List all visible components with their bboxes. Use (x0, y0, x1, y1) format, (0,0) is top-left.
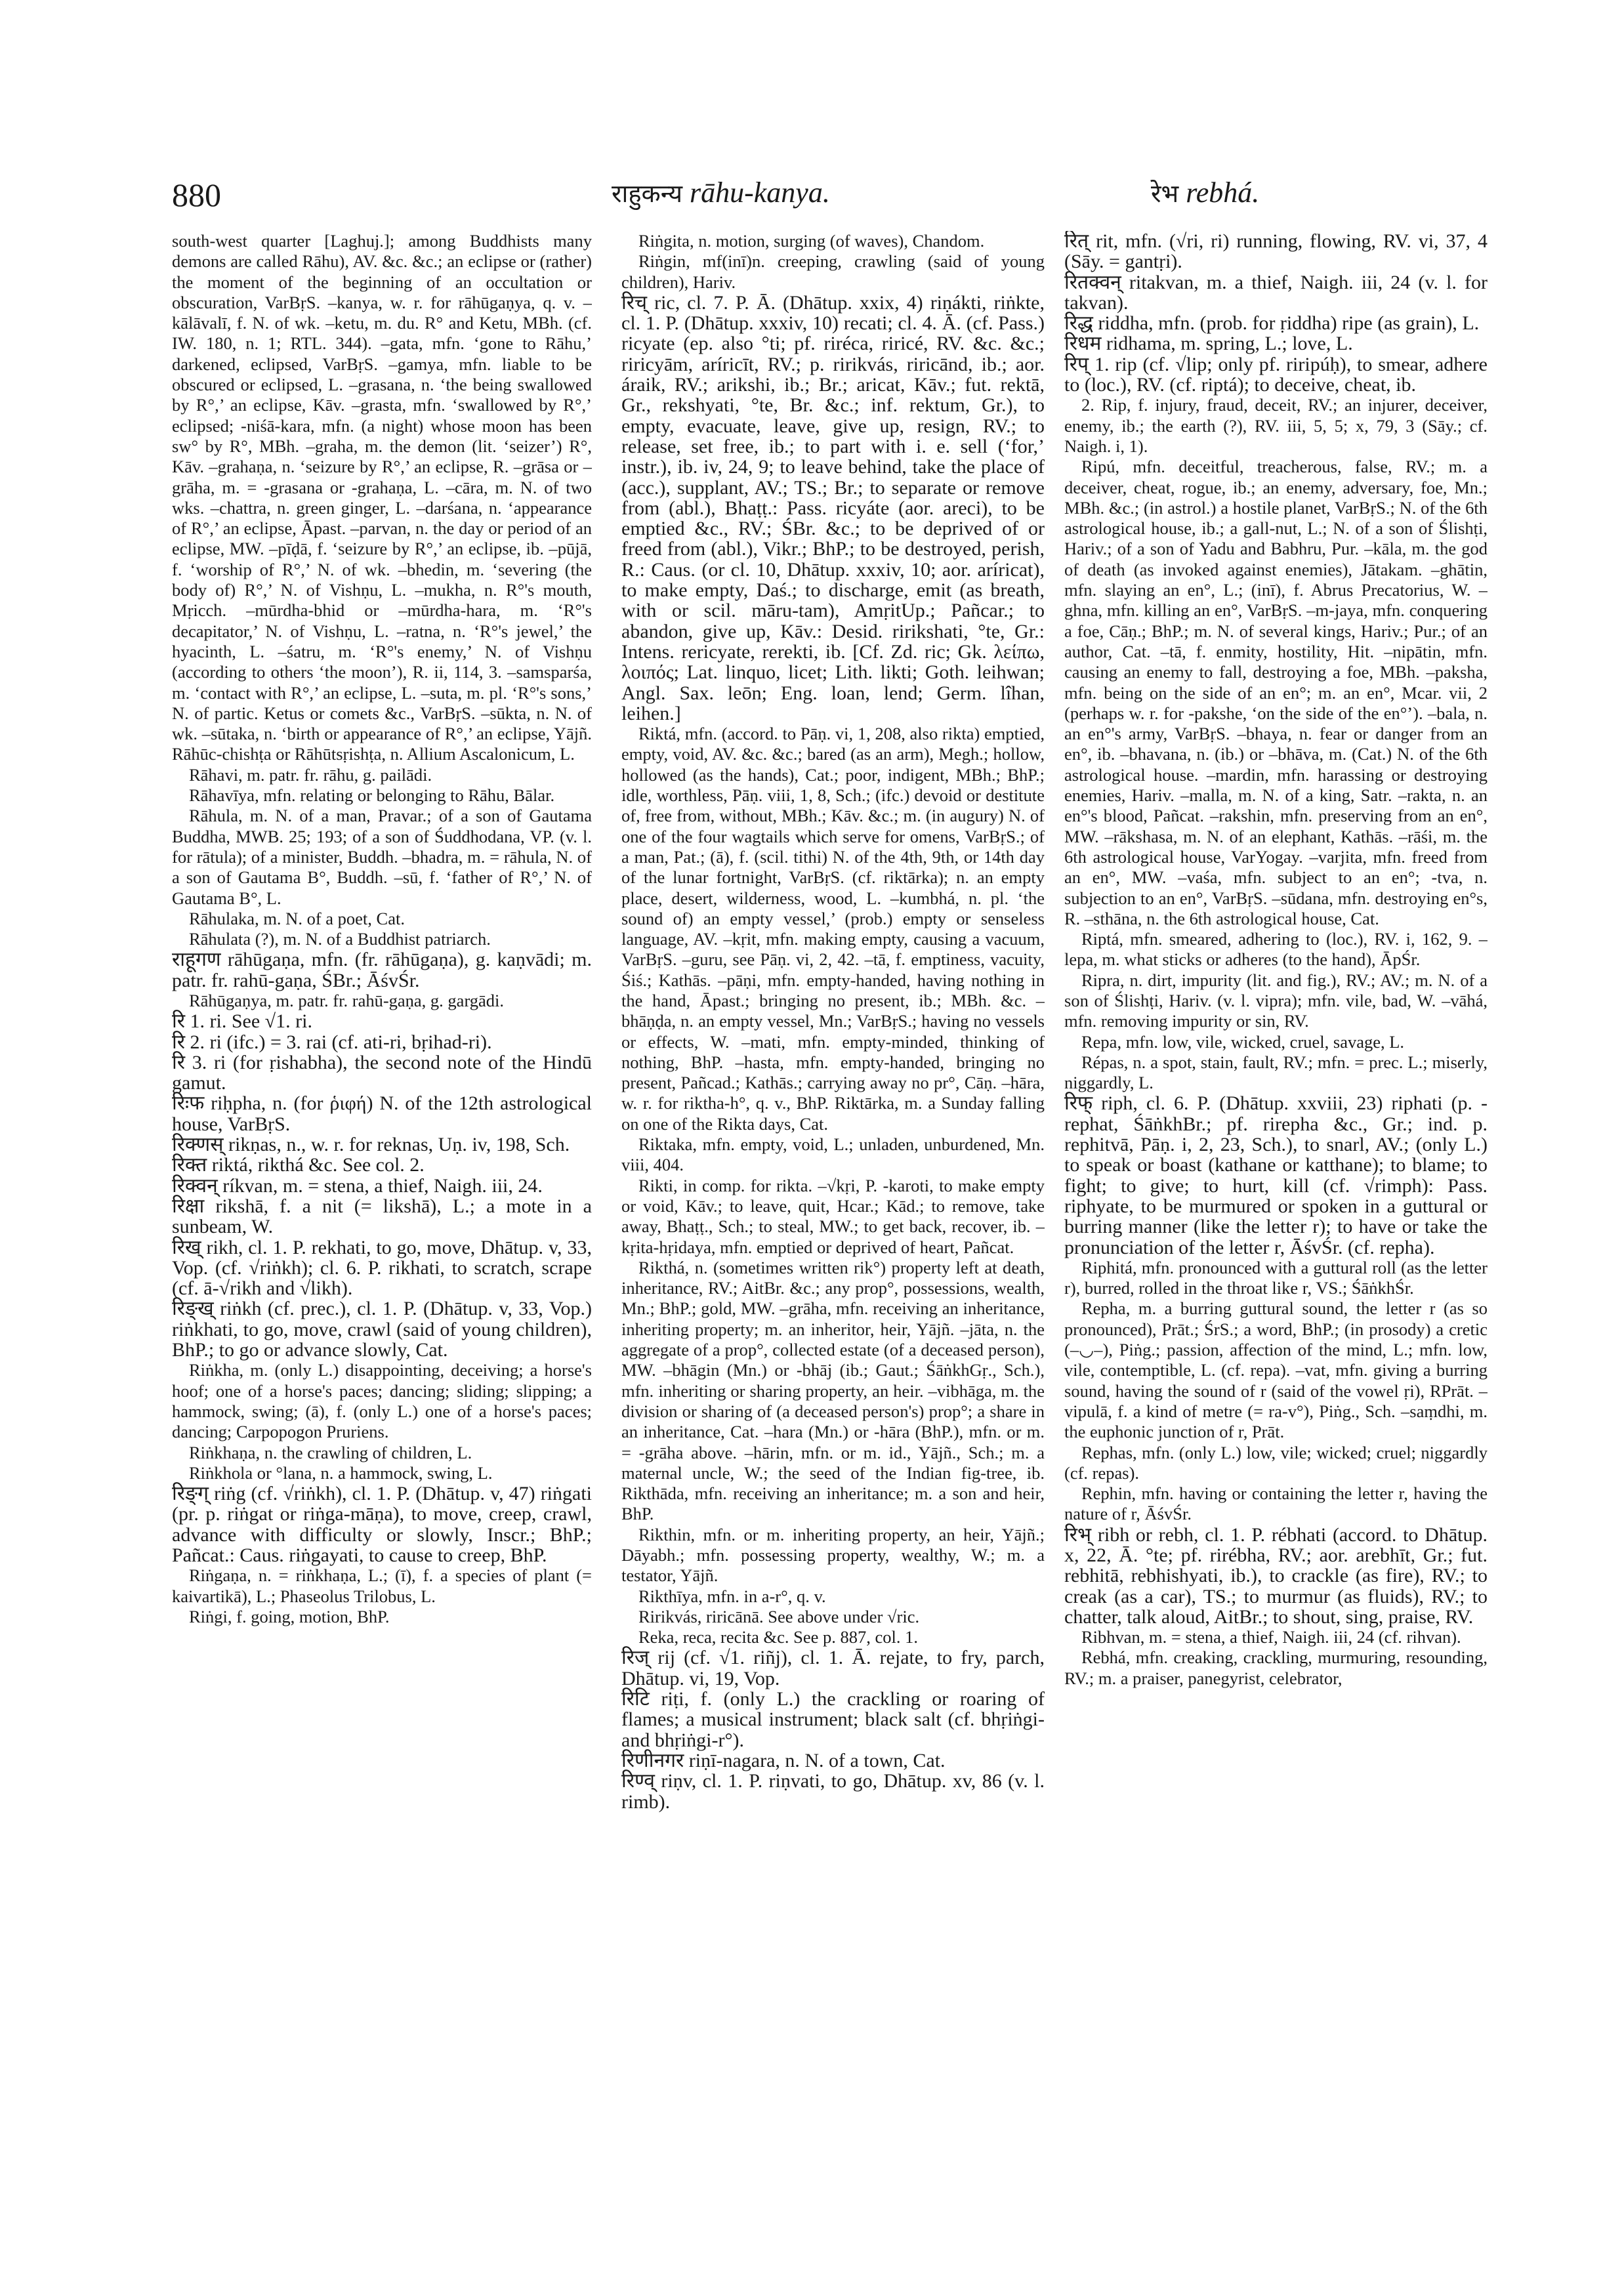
entry: Riṅkha, m. (only L.) disappointing, deceiving; a horse's hoof; one of a horse's paces; dancing; sliding; slipping; a hammock, swing; (ā), f. (only L.) one of a horse's paces; dancing; Carpopogon Pruriens. (172, 1360, 592, 1442)
entry: Reka, reca, recita &c. See p. 887, col. 1. (638, 1627, 919, 1647)
entry: Rāhavīya, mfn. relating or belonging to Rāhu, Bālar. (189, 785, 555, 806)
page-header (172, 176, 1488, 223)
entry: Riṅgi, f. going, motion, BhP. (189, 1606, 390, 1626)
entry: रिक्वन् ríkvan, m. = stena, a thief, Naigh. iii, 24. (172, 1174, 543, 1197)
column-1 (172, 231, 592, 2239)
left-head-devanagari: राहुकन्य (612, 179, 682, 208)
entry: Rāhula, m. N. of a man, Pravar.; of a son of Gautama Buddha, MWB. 25; 193; of a son of Śuddhodana, VP. (v. l. for rātula); of a minister, Buddh. –bhadra, m. = rāhula, N. of a son of Gautama B°, Buddh. –sū, f. ‘father of R°,’ N. of Gautama B°, L. (172, 806, 592, 908)
entry: रि 1. ri. See √1. ri. (172, 1010, 312, 1033)
entry: रिख् rikh, cl. 1. P. rekhati, to go, move, Dhātup. v, 33, Vop. (cf. √riṅkh); cl. 6. P. rikhati, to scratch, scrape (cf. ā-√rikh and √likh). (172, 1236, 592, 1300)
entry: Riphitá, mfn. pronounced with a guttural roll (as the letter r), burred, rolled in the throat like r, VS.; ŚāṅkhŚr. (1064, 1257, 1488, 1298)
entry: Rikthīya, mfn. in a-r°, q. v. (638, 1586, 826, 1606)
entry: Rāhulata (?), m. N. of a Buddhist patriarch. (189, 929, 491, 949)
entry: Ririkvás, riricānā. See above under √ric. (638, 1606, 920, 1626)
right-running-head (1151, 176, 1259, 210)
entry: रिःफ riḥpha, n. (for ῥιφή) N. of the 12th astrological house, VarBṛS. (172, 1092, 592, 1135)
right-head-roman: rebhá. (1186, 176, 1260, 209)
entry: रिभ् ribh or rebh, cl. 1. P. rébhati (accord. to Dhātup. x, 22, Ā. °te; pf. rirébha, RV.; aor. arebhīt, Gr.; fut. rebhitā, rebhishyati, ib.), to crackle (as fire), RV.; to creak (as a car), TS.; to murmur (as fluids), RV.; to chatter, talk aloud, AitBr.; to shout, sing, praise, RV. (1064, 1523, 1488, 1628)
column-3 (1064, 231, 1488, 2239)
entry: Riṅkhaṇa, n. the crawling of children, L. (189, 1442, 472, 1462)
right-head-devanagari: रेभ (1151, 179, 1179, 208)
entry: Repa, mfn. low, vile, wicked, cruel, savage, L. (1081, 1031, 1405, 1052)
entry: राहूगण rāhūgaṇa, mfn. (fr. rāhūgaṇa), g. kaṇvādi; m. patr. fr. rahū-gaṇa, ŚBr.; ĀśvŚr. (172, 949, 592, 991)
entry: रि 3. ri (for ṛishabha), the second note of the Hindū gamut. (172, 1051, 592, 1094)
entry: रिच् ric, cl. 7. P. Ā. (Dhātup. xxix, 4) riṇákti, riṅkte, cl. 1. P. (Dhātup. xxxiv, 10) recati; cl. 4. Ā. (cf. Pass.) ricyate (ep. also °ti; pf. riréca, riricé, RV. &c. &c.; riricyām, aríricīt, RV.; p. ririkvás, riricānd, ib.; aor. áraik, RV.; arikshi, ib.; Br.; aricat, Kāv.; fut. rektā, Gr., rekshyati, °te, Br. &c.; inf. rektum, Gr.), to empty, evacuate, leave, give up, resign, RV.; to release, set free, ib.; to part with i. e. sell (‘for,’ instr.), ib. iv, 24, 9; to leave behind, take the place of (acc.), supplant, AV.; TS.; Br.; to separate or remove from (abl.), Bhaṭṭ.: Pass. ricyáte (aor. areci), to be emptied &c., RV.; ŚBr. &c.; to be deprived of or freed from (abl.), Vikr.; BhP.; to be destroyed, perish, R.: Caus. (or cl. 10, Dhātup. xxxiv, 10; aor. aríricat), to make empty, Daś.; to discharge, emit (as breath, with or scil. māru-tam), AmṛitUp.; Pañcar.; to abandon, give up, Kāv.: Desid. ririkshati, °te, Gr.: Intens. rericyate, rerekti, ib. [Cf. Zd. ric; Gk. λείπω, λοιπός; Lat. linquo, licet; Lith. likti; Goth. leihwan; Angl. Sax. leōn; Eng. loan, lend; Germ. lîhan, leihen.] (621, 291, 1045, 724)
entry: रिङ्ग् riṅg (cf. √riṅkh), cl. 1. P. (Dhātup. v, 47) riṅgati (pr. p. riṅgat or riṅga-māṇa), to move, creep, crawl, advance with difficulty or slowly, Inscr.; BhP.; Pañcat.: Caus. riṅgayati, to cause to creep, BhP. (172, 1483, 592, 1566)
entry: रिणीनगर riṇī-nagara, n. N. of a town, Cat. (621, 1749, 946, 1771)
entry: रिधम ridhama, m. spring, L.; love, L. (1064, 333, 1353, 355)
entry: रिप् 1. rip (cf. √lip; only pf. riripúḥ), to smear, adhere to (loc.), RV. (cf. riptá); to deceive, cheat, ib. (1064, 353, 1488, 396)
entry: रिटि riṭi, f. (only L.) the crackling or roaring of flames; a musical instrument; black salt (cf. bhṛiṅgi- and bhṛiṅgi-r°). (621, 1688, 1045, 1751)
entry: Rāhūgaṇya, m. patr. fr. rahū-gaṇa, g. gargādi. (189, 990, 505, 1010)
entry: रिद्ध riddha, mfn. (prob. for ṛiddha) ripe (as grain), L. (1064, 312, 1480, 335)
entry: रित् rit, mfn. (√ri, ri) running, flowing, RV. vi, 37, 4 (Sāy. = gantṛi). (1064, 231, 1488, 273)
column-2 (621, 231, 1045, 2239)
entry: Rikti, in comp. for rikta. –√kṛi, P. -karoti, to make empty or void, Kāv.; to leave, quit, Hcar.; Kād.; to remove, take away, Bhaṭṭ., Sch.; to steal, MW.; to get back, recover, ib. –kṛita-hṛidaya, mfn. emptied or deprived of heart, Pañcat. (621, 1175, 1045, 1257)
entry: Rāhavi, m. patr. fr. rāhu, g. pailādi. (189, 764, 432, 785)
entry: Rikthin, mfn. or m. inheriting property, an heir, Yājñ.; Dāyabh.; mfn. possessing property, wealthy, W.; m. a testator, Yājñ. (621, 1524, 1045, 1586)
entry: रिण्व् riṇv, cl. 1. P. riṇvati, to go, Dhātup. xv, 86 (v. l. rimb). (621, 1770, 1045, 1813)
entry: Riptá, mfn. smeared, adhering to (loc.), RV. i, 162, 9. –lepa, m. what sticks or adheres (to the hand), ĀpŚr. (1064, 929, 1488, 970)
entry: Ripú, mfn. deceitful, treacherous, false, RV.; m. a deceiver, cheat, rogue, ib.; an enemy, adversary, foe, Mn.; MBh. &c.; (in astrol.) a hostile planet, VarBṛS.; N. of the 6th astrological house, ib.; a gall-nut, L.; N. of a son of Ślishṭi, Hariv.; of a son of Yadu and Babhru, Pur. –kāla, m. the god of death (as invoked against enemies), Jātakam. –ghātin, mfn. slaying an en°, L.; (inī), f. Abrus Precatorius, W. –ghna, mfn. killing an en°, VarBṛS. –m-jaya, mfn. conquering a foe, Cāṇ.; BhP.; m. N. of several kings, Hariv.; Pur.; of an author, Cat. –tā, f. enmity, hostility, Hit. –nipātin, mfn. causing an enemy to fall, destroying a foe, MBh. –paksha, mfn. being on the side of an en°; m. an en°, Mcar. vii, 2 (perhaps w. r. for -pakshe, ‘on the side of the en°’). –bala, n. an en°'s army, VarBṛS. –bhaya, n. fear or danger from an en°, ib. –bhavana, n. (ib.) or –bhāva, m. (Cat.) N. of the 6th astrological house. –mardin, mfn. harassing or destroying enemies, Hariv. –malla, m. N. of a king, Satr. –rakta, n. an en°'s blood, Pañcat. –rakshin, mfn. preserving from an en°, MW. –rākshasa, m. N. of an elephant, Kathās. –rāśi, m. the 6th astrological house, VarYogay. –varjita, mfn. freed from an en°, MW. –vaśa, mfn. subject to an en°; -tva, n. subjection to an en°, VarBṛS. –sūdana, mfn. destroying en°s, R. –sthāna, n. the 6th astrological house, Cat. (1064, 457, 1488, 928)
entry: Repha, m. a burring guttural sound, the letter r (as so pronounced), Prāt.; ŚrS.; a word, BhP.; (in prosody) a cretic (–◡–), Piṅg.; passion, affection of the mind, L.; mfn. low, vile, contemptible, L. (cf. repa). –vat, mfn. giving a burring sound, having the sound of r (said of the vowel ṛi), RPrāt. –vipulā, f. a kind of metre (= ra-v°), Piṅg., Sch. –saṃdhi, m. the euphonic junction of r, Prāt. (1064, 1298, 1488, 1442)
entry: रिक्षा rikshā, f. a nit (= likshā), L.; a mote in a sunbeam, W. (172, 1195, 592, 1238)
left-head-roman: rāhu-kanya. (690, 176, 830, 209)
entry: रि 2. ri (ifc.) = 3. rai (cf. ati-ri, bṛihad-ri). (172, 1031, 492, 1053)
entry: रिज् rij (cf. √1. riñj), cl. 1. Ā. rejate, to fry, parch, Dhātup. vi, 19, Vop. (621, 1647, 1045, 1689)
entry: Ripra, n. dirt, impurity (lit. and fig.), RV.; AV.; m. N. of a son of Ślishṭi, Hariv. (v. l. vipra); mfn. vile, bad, W. –vāhá, mfn. removing impurity or sin, RV. (1064, 970, 1488, 1031)
entry: Riṅkhola or °lana, n. a hammock, swing, L. (189, 1462, 493, 1483)
entry: Rephin, mfn. having or containing the letter r, having the nature of r, ĀśvŚr. (1064, 1483, 1488, 1524)
entry: south-west quarter [Laghuj.]; among Buddhists many demons are called Rāhu), AV. &c. &c.; an eclipse or (rather) the moment of the beginning of an occultation or obscuration, VarBṛS. –kanya, w. r. for rāhūgaṇya, q. v. –kālāvalī, f. N. of wk. –ketu, m. du. R° and Ketu, MBh. (cf. IW. 180, n. 1; RTL. 344). –gata, mfn. ‘gone to Rāhu,’ darkened, eclipsed, VarBṛS. –gamya, mfn. liable to be obscured or eclipsed, L. –grasana, n. ‘the being swallowed by R°,’ an eclipse, Kāv. –grasta, mfn. ‘swallowed by R°,’ eclipsed; -niśā-kara, mfn. (a night) whose moon has been sw° by R°, MBh. –graha, m. the demon (lit. ‘seizer’) R°, Kāv. –grahaṇa, n. ‘seizure by R°,’ an eclipse, R. –grāsa or –grāha, m. = -grasana or -grahaṇa, L. –cāra, m. N. of two wks. –chattra, n. green ginger, L. –darśana, n. ‘appearance of R°,’ an eclipse, Āpast. –parvan, n. the day or period of an eclipse, MW. –pīḍā, f. ‘seizure by R°,’ an eclipse, ib. –pūjā, f. ‘worship of R°,’ N. of wk. –bhedin, m. ‘severing (the body of) R°,’ N. of Vishṇu, L. –mukha, n. R°'s mouth, Mṛicch. –mūrdha-bhid or –mūrdha-hara, m. ‘R°'s decapitator,’ N. of Vishṇu, L. –ratna, n. ‘R°'s jewel,’ the hyacinth, L. –śatru, m. ‘R°'s enemy,’ N. of Vishṇu (according to others ‘the moon’), R. ii, 114, 3. –samsparśa, m. ‘contact with R°,’ an eclipse, L. –suta, m. pl. ‘R°'s sons,’ N. of partic. Ketus or comets &c., VarBṛS. –sūkta, n. N. of wk. –sūtaka, n. ‘birth or appearance of R°,’ an eclipse, Yājñ. Rāhūc-chishṭa or Rāhūtsṛishṭa, n. Allium Ascalonicum, L. (172, 231, 592, 764)
entry: रिक्णस् rikṇas, n., w. r. for reknas, Uṇ. iv, 198, Sch. (172, 1134, 570, 1156)
entry: 2. Rip, f. injury, fraud, deceit, RV.; an injurer, deceiver, enemy, ib.; the earth (?), RV. iii, 5, 5; x, 79, 3 (Sāy.; cf. Naigh. i, 1). (1064, 395, 1488, 456)
entry: Rāhulaka, m. N. of a poet, Cat. (189, 908, 405, 928)
entry: रिक्त riktá, rikthá &c. See col. 2. (172, 1154, 425, 1176)
entry: Ribhvan, m. = stena, a thief, Naigh. iii, 24 (cf. rihvan). (1081, 1627, 1461, 1647)
entry: Rebhá, mfn. creaking, crackling, murmuring, resounding, RV.; m. a praiser, panegyrist, celebrator, (1064, 1647, 1488, 1688)
entry: Riṅgin, mf(inī)n. creeping, crawling (said of young children), Hariv. (621, 251, 1045, 292)
entry: Rikthá, n. (sometimes written rik°) property left at death, inheritance, RV.; AitBr. &c.; any prop°, possessions, wealth, Mn.; BhP.; gold, MW. –grāha, mfn. receiving an inheritance, inheriting property; m. an inheritor, heir, Yājñ. –jāta, n. the aggregate of a prop°, collected estate (of a deceased person), MW. –bhāgin (Mn.) or -bhāj (ib.; Gaut.; ŚāṅkhGṛ., Sch.), mfn. inheriting or sharing property, an heir. –vibhāga, m. the division or sharing of (a deceased person's) prop°; a share in an inheritance, Cat. –hara (Mn.) or -hāra (BhP.), mfn. or m. = -grāha above. –hārin, mfn. or m. id., Yājñ., Sch.; m. a maternal uncle, W.; the seed of the Indian fig-tree, ib. Rikthāda, mfn. receiving an inheritance; m. a son and heir, BhP. (621, 1257, 1045, 1524)
left-running-head (612, 176, 830, 210)
entry: रितक्वन् ritakvan, m. a thief, Naigh. iii, 24 (v. l. for takvan). (1064, 271, 1488, 314)
entry: Riṅgaṇa, n. = riṅkhaṇa, L.; (ī), f. a species of plant (= kaivartikā), L.; Phaseolus Trilobus, L. (172, 1565, 592, 1606)
entry: Riktaka, mfn. empty, void, L.; unladen, unburdened, Mn. viii, 404. (621, 1134, 1045, 1175)
entry: रिङ्ख् riṅkh (cf. prec.), cl. 1. P. (Dhātup. v, 33, Vop.) riṅkhati, to go, move, crawl (said of young children), BhP.; to go or advance slowly, Cat. (172, 1298, 592, 1361)
entry: रिफ् riph, cl. 6. P. (Dhātup. xxviii, 23) riphati (p. -rephat, ŚāṅkhBr.; pf. rirepha &c., Gr.; ind. p. rephitvā, Pāṇ. i, 2, 23, Sch.), to snarl, AV.; (only L.) to speak or boast (kathane or katthane); to blame; to fight; to give; to hurt, kill (cf. √rimph): Pass. riphyate, to be murmured or spoken in a guttural or burring manner (like the letter r); to have or take the pronunciation of the letter r, ĀśvŚr. (cf. repha). (1064, 1092, 1488, 1258)
entry: Riṅgita, n. motion, surging (of waves), Chandom. (638, 231, 985, 251)
page-number: 880 (172, 176, 221, 213)
entry: Riktá, mfn. (accord. to Pāṇ. vi, 1, 208, also rikta) emptied, empty, void, AV. &c. &c.; bared (as an arm), Megh.; hollow, hollowed (as the hands), Cat.; poor, indigent, MBh.; BhP.; idle, worthless, Pāṇ. viii, 1, 8, Sch.; (ifc.) devoid or destitute of, free from, without, MBh.; Kāv. &c.; m. (in augury) N. of one of the four wagtails which serve for omens, VarBṛS.; of a man, Pat.; (ā), f. (scil. tithi) N. of the 4th, 9th, or 14th day of the lunar fortnight, VarBṛS. (cf. riktārka); n. an empty place, desert, wilderness, wood, L. –kumbhá, n. pl. ‘the sound of) an empty vessel,’ (prob.) empty or senseless language, AV. –kṛit, mfn. making empty, causing a vacuum, VarBṛS. –guru, see Pāṇ. vi, 2, 42. –tā, f. emptiness, vacuity, Śiś.; Kathās. –pāṇi, mfn. empty-handed, having nothing in the hand, Āpast.; bringing no present, ib.; MBh. &c. –bhāṇḍa, n. an empty vessel, Mn.; VarBṛS.; having no vessels or effects, W. –mati, mfn. empty-minded, thinking of nothing, BhP. –hasta, mfn. empty-handed, bringing no present, Pañcad.; Kathās.; carrying away no pr°, Cāṇ. –hāra, w. r. for riktha-h°, q. v., BhP. Riktārka, m. a Sunday falling on one of the Rikta days, Cat. (621, 724, 1045, 1134)
entry: Répas, n. a spot, stain, fault, RV.; mfn. = prec. L.; miserly, niggardly, L. (1064, 1052, 1488, 1093)
entry: Rephas, mfn. (only L.) low, vile; wicked; cruel; niggardly (cf. repas). (1064, 1442, 1488, 1483)
